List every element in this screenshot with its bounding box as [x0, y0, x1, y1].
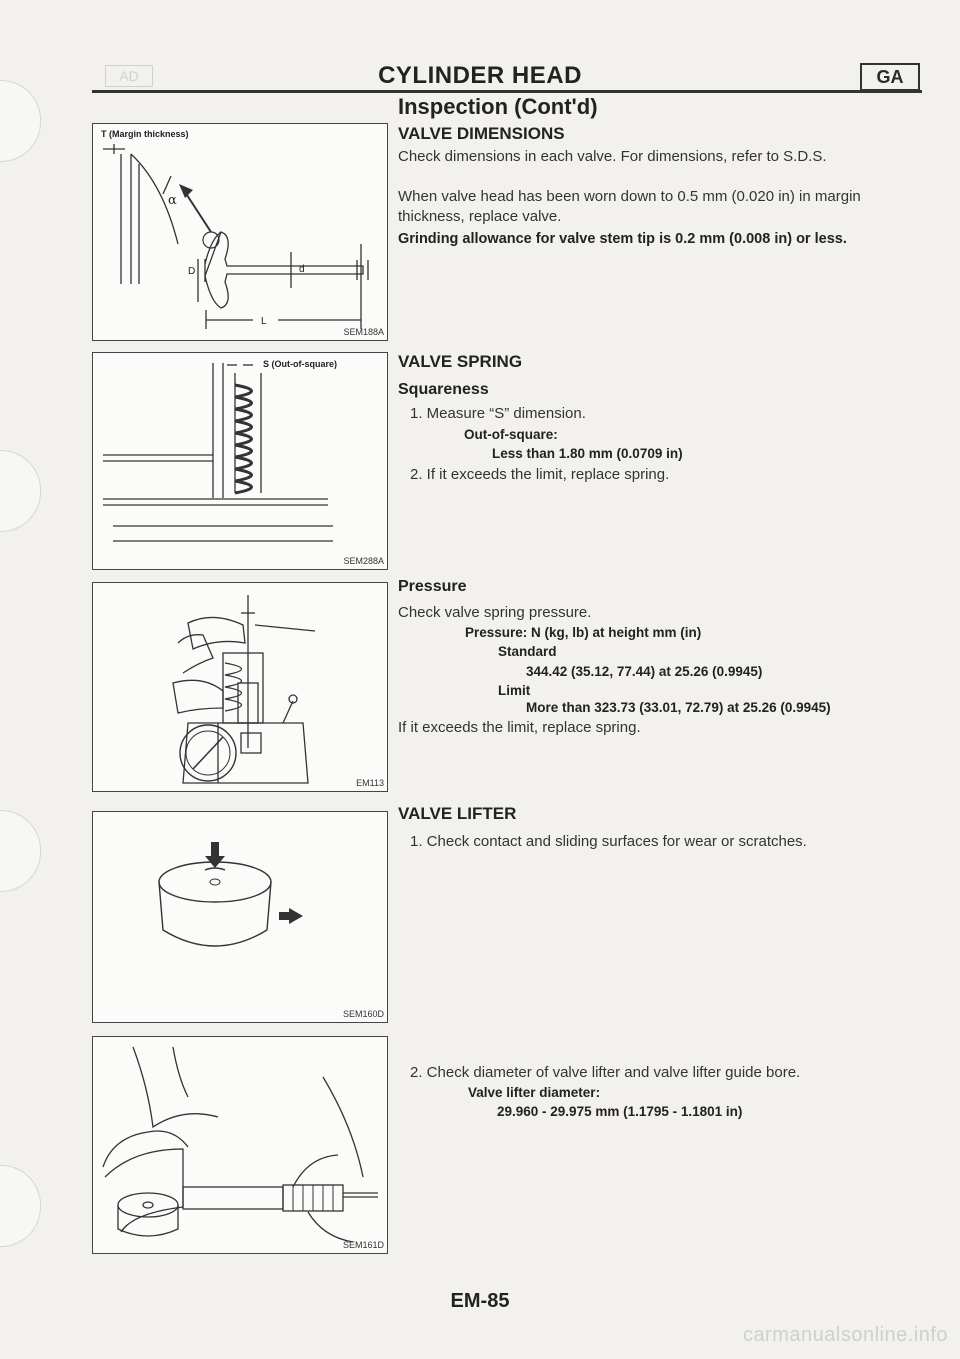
valve-lifter-step-1: 1. Check contact and sliding surfaces for wear or scratches. — [410, 833, 807, 850]
page-number: EM-85 — [450, 1290, 510, 1312]
out-of-square-value: Less than 1.80 mm (0.0709 in) — [492, 446, 683, 461]
l-mark: L — [261, 316, 267, 327]
pressure-heading: Pressure — [398, 578, 467, 595]
figure-code: SEM161D — [342, 1240, 384, 1250]
spring-squareness-diagram — [93, 353, 386, 568]
figure-valve-dimensions — [92, 123, 388, 341]
alpha-mark: α — [168, 193, 177, 208]
binder-hole — [0, 450, 41, 532]
section-subtitle: Inspection (Cont'd) — [398, 94, 598, 119]
d-mark-upper: D — [188, 266, 196, 277]
valve-dimensions-heading: VALVE DIMENSIONS — [398, 124, 565, 143]
section-tag: GA — [860, 63, 920, 91]
figure-label-out-of-square: S (Out-of-square) — [263, 359, 337, 369]
pressure-intro: Check valve spring pressure. — [398, 604, 592, 621]
figure-code: EM113 — [356, 778, 384, 788]
d-mark-lower: d — [299, 264, 305, 275]
valve-lifter-illustration — [93, 812, 386, 1021]
squareness-heading: Squareness — [398, 381, 489, 398]
header-rule — [92, 90, 922, 93]
figure-spring-tester — [92, 582, 388, 792]
figure-valve-lifter — [92, 811, 388, 1023]
valve-lifter-heading: VALVE LIFTER — [398, 804, 517, 823]
ghost-section-tag: AD — [105, 65, 153, 87]
pressure-outro: If it exceeds the limit, replace spring. — [398, 719, 641, 736]
figure-micrometer — [92, 1036, 388, 1254]
pressure-standard-value: 344.42 (35.12, 77.44) at 25.26 (0.9945) — [526, 664, 763, 679]
spring-tester-illustration — [93, 583, 386, 790]
valve-dimensions-p1: Check dimensions in each valve. For dimensions, refer to S.D.S. — [398, 148, 827, 165]
pressure-spec-label: Pressure: N (kg, lb) at height mm (in) — [465, 625, 702, 640]
out-of-square-label: Out-of-square: — [464, 427, 558, 442]
valve-dimensions-p2: When valve head has been worn down to 0.5 mm (0.020 in) in margin thickness, replace valve. — [398, 188, 861, 225]
pressure-limit-value: More than 323.73 (33.01, 72.79) at 25.26 (0.9945) — [526, 700, 831, 715]
micrometer-illustration — [93, 1037, 386, 1252]
valve-lifter-diameter-value: 29.960 - 29.975 mm (1.1795 - 1.1801 in) — [497, 1104, 743, 1119]
valve-dimensions-p3: Grinding allowance for valve stem tip is 0.2 mm (0.008 in) or less. — [398, 231, 847, 247]
binder-hole — [0, 1165, 41, 1247]
valve-spring-heading: VALVE SPRING — [398, 352, 523, 371]
binder-hole — [0, 810, 41, 892]
squareness-step-1: 1. Measure “S” dimension. — [410, 405, 586, 422]
binder-hole — [0, 80, 41, 162]
figure-label-margin-thickness: T (Margin thickness) — [101, 129, 189, 139]
valve-diagram — [93, 124, 386, 339]
figure-spring-squareness — [92, 352, 388, 570]
figure-code: SEM188A — [343, 327, 384, 337]
valve-lifter-diameter-label: Valve lifter diameter: — [468, 1085, 601, 1100]
watermark: carmanualsonline.info — [742, 1324, 948, 1346]
valve-lifter-step-2: 2. Check diameter of valve lifter and valve lifter guide bore. — [410, 1064, 801, 1081]
squareness-step-2: 2. If it exceeds the limit, replace spring. — [410, 466, 670, 483]
figure-code: SEM288A — [343, 556, 384, 566]
page-title: CYLINDER HEAD — [378, 62, 582, 89]
pressure-limit-label: Limit — [498, 683, 531, 698]
pressure-standard-label: Standard — [498, 644, 557, 659]
figure-code: SEM160D — [342, 1009, 384, 1019]
